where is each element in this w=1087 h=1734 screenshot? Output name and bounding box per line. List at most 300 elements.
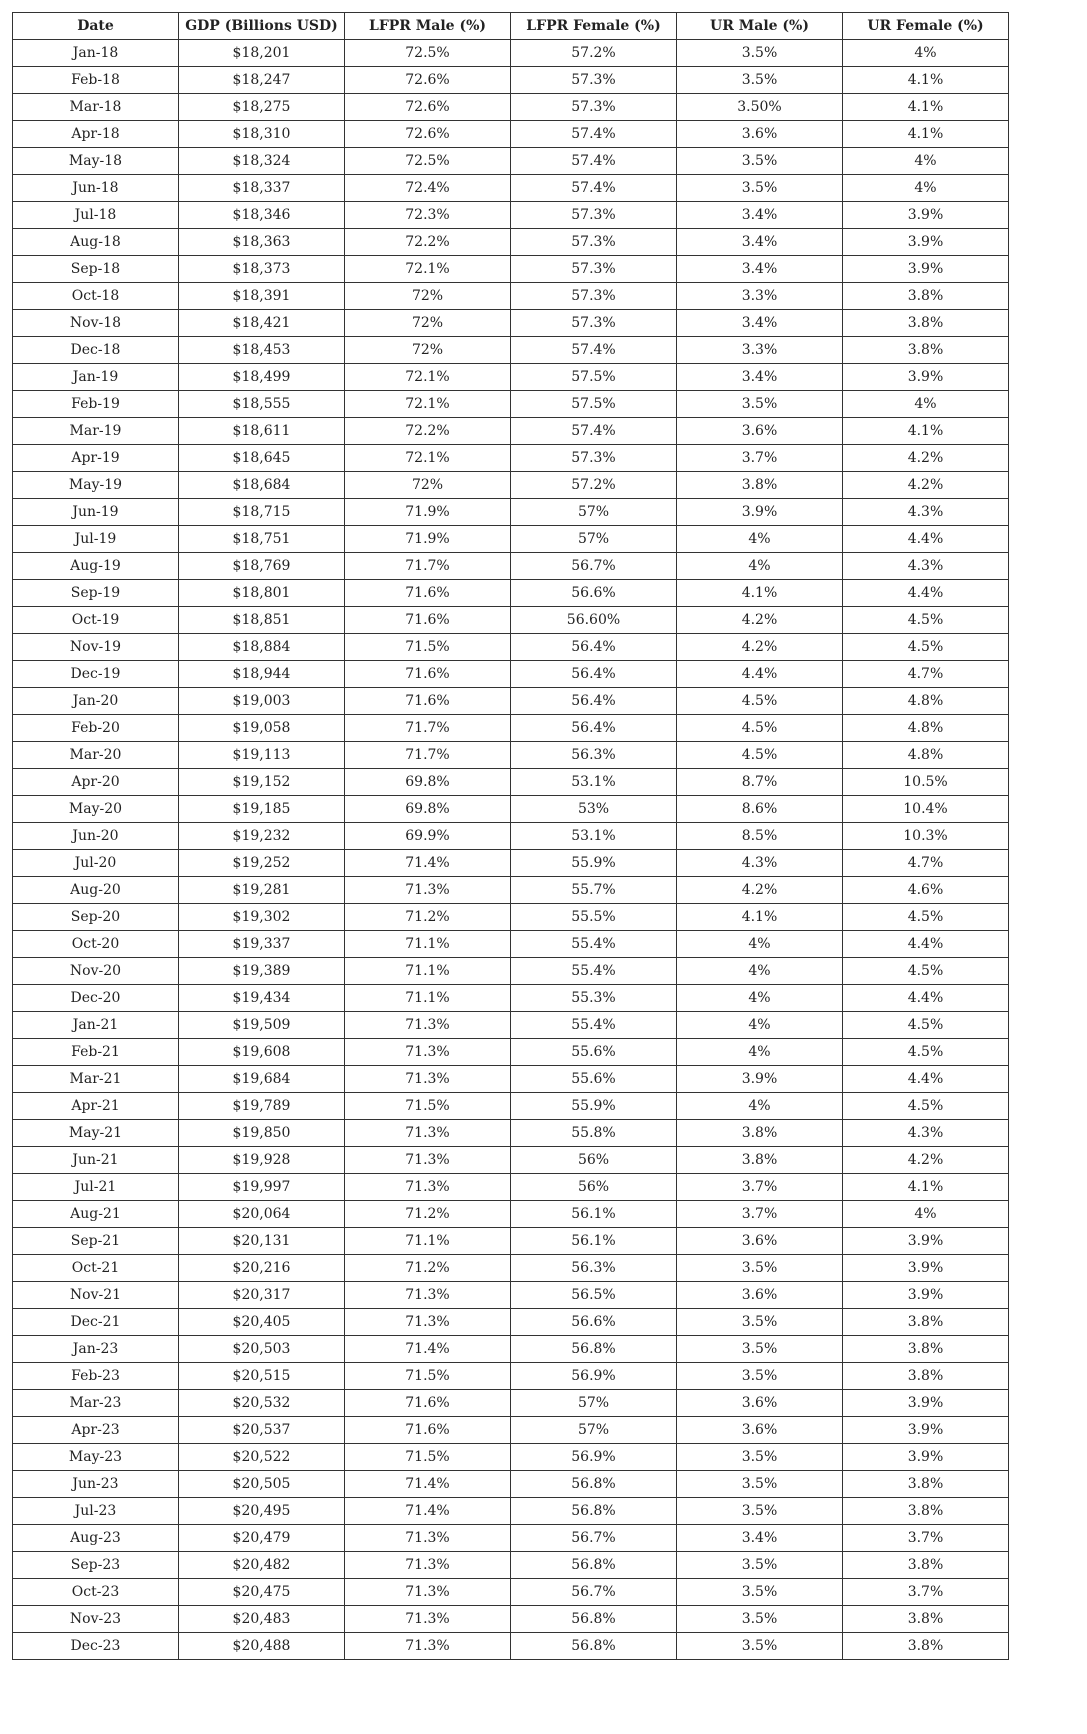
table-row (13, 634, 1009, 661)
cell-ur-female: 3.8% (843, 283, 1009, 310)
cell-ur-male: 3.6% (677, 1282, 843, 1309)
cell-date: Oct-21 (13, 1255, 179, 1282)
cell-lfpr-female: 57.3% (511, 202, 677, 229)
cell-ur-female: 4.5% (843, 634, 1009, 661)
cell-ur-female: 4.7% (843, 850, 1009, 877)
cell-ur-male: 3.5% (677, 1255, 843, 1282)
cell-gdp: $19,232 (179, 823, 345, 850)
cell-ur-female: 3.8% (843, 1498, 1009, 1525)
cell-ur-male: 4.1% (677, 904, 843, 931)
table-row (13, 40, 1009, 67)
cell-lfpr-female: 55.3% (511, 985, 677, 1012)
cell-lfpr-male: 72.3% (345, 202, 511, 229)
cell-date: May-21 (13, 1120, 179, 1147)
cell-lfpr-female: 56.9% (511, 1444, 677, 1471)
cell-lfpr-female: 56.8% (511, 1633, 677, 1660)
table-row (13, 148, 1009, 175)
cell-date: Jan-19 (13, 364, 179, 391)
cell-ur-female: 3.8% (843, 1606, 1009, 1633)
cell-ur-male: 3.7% (677, 1174, 843, 1201)
cell-lfpr-female: 56.8% (511, 1336, 677, 1363)
cell-ur-male: 4% (677, 526, 843, 553)
table-row (13, 1066, 1009, 1093)
cell-lfpr-female: 56.8% (511, 1498, 677, 1525)
cell-date: Mar-23 (13, 1390, 179, 1417)
table-row (13, 715, 1009, 742)
cell-lfpr-male: 71.3% (345, 1120, 511, 1147)
cell-ur-male: 3.5% (677, 1444, 843, 1471)
cell-date: Jul-23 (13, 1498, 179, 1525)
cell-date: Aug-19 (13, 553, 179, 580)
cell-lfpr-male: 72.1% (345, 364, 511, 391)
cell-lfpr-male: 71.5% (345, 634, 511, 661)
cell-ur-male: 3.5% (677, 40, 843, 67)
cell-ur-male: 4.5% (677, 688, 843, 715)
cell-ur-female: 10.5% (843, 769, 1009, 796)
cell-date: Jun-21 (13, 1147, 179, 1174)
cell-lfpr-male: 72.1% (345, 256, 511, 283)
cell-ur-female: 4.6% (843, 877, 1009, 904)
cell-lfpr-female: 56.1% (511, 1228, 677, 1255)
cell-lfpr-female: 55.5% (511, 904, 677, 931)
table-row (13, 904, 1009, 931)
table-row (13, 1633, 1009, 1660)
cell-lfpr-male: 72% (345, 310, 511, 337)
cell-lfpr-male: 71.6% (345, 580, 511, 607)
cell-lfpr-male: 71.6% (345, 1417, 511, 1444)
cell-date: Dec-18 (13, 337, 179, 364)
cell-ur-female: 4.5% (843, 1039, 1009, 1066)
cell-lfpr-male: 72.1% (345, 445, 511, 472)
cell-ur-female: 4% (843, 40, 1009, 67)
cell-lfpr-male: 71.4% (345, 1336, 511, 1363)
cell-ur-male: 4% (677, 1093, 843, 1120)
table-row (13, 256, 1009, 283)
table-row (13, 1417, 1009, 1444)
cell-lfpr-female: 56.1% (511, 1201, 677, 1228)
cell-ur-female: 4.5% (843, 904, 1009, 931)
cell-ur-male: 4.2% (677, 634, 843, 661)
cell-gdp: $19,684 (179, 1066, 345, 1093)
cell-date: Dec-19 (13, 661, 179, 688)
cell-lfpr-female: 56.8% (511, 1471, 677, 1498)
cell-date: May-18 (13, 148, 179, 175)
cell-gdp: $19,928 (179, 1147, 345, 1174)
cell-ur-female: 4.2% (843, 445, 1009, 472)
cell-date: Mar-19 (13, 418, 179, 445)
cell-gdp: $20,515 (179, 1363, 345, 1390)
cell-ur-male: 3.5% (677, 1579, 843, 1606)
cell-date: Aug-20 (13, 877, 179, 904)
cell-ur-female: 3.9% (843, 229, 1009, 256)
cell-lfpr-female: 57.3% (511, 310, 677, 337)
cell-lfpr-male: 72% (345, 283, 511, 310)
cell-date: Sep-20 (13, 904, 179, 931)
cell-ur-male: 4.3% (677, 850, 843, 877)
cell-ur-female: 3.9% (843, 1444, 1009, 1471)
cell-lfpr-female: 55.9% (511, 850, 677, 877)
cell-lfpr-female: 56.3% (511, 742, 677, 769)
cell-lfpr-male: 71.5% (345, 1444, 511, 1471)
cell-date: Sep-19 (13, 580, 179, 607)
cell-lfpr-female: 55.8% (511, 1120, 677, 1147)
cell-date: Nov-21 (13, 1282, 179, 1309)
cell-gdp: $19,302 (179, 904, 345, 931)
cell-ur-female: 4.1% (843, 418, 1009, 445)
table-row (13, 1525, 1009, 1552)
cell-date: May-19 (13, 472, 179, 499)
cell-lfpr-female: 57% (511, 499, 677, 526)
cell-ur-female: 4.1% (843, 1174, 1009, 1201)
cell-lfpr-female: 57.3% (511, 67, 677, 94)
cell-ur-female: 3.7% (843, 1525, 1009, 1552)
cell-ur-male: 4.5% (677, 715, 843, 742)
cell-ur-male: 3.8% (677, 1147, 843, 1174)
cell-gdp: $19,337 (179, 931, 345, 958)
cell-lfpr-male: 72.5% (345, 40, 511, 67)
cell-lfpr-male: 71.2% (345, 1201, 511, 1228)
cell-lfpr-female: 57.4% (511, 148, 677, 175)
cell-ur-male: 3.5% (677, 1633, 843, 1660)
cell-gdp: $20,483 (179, 1606, 345, 1633)
cell-gdp: $20,537 (179, 1417, 345, 1444)
cell-ur-female: 3.8% (843, 1363, 1009, 1390)
table-row (13, 742, 1009, 769)
cell-lfpr-male: 71.3% (345, 1633, 511, 1660)
table-row (13, 1309, 1009, 1336)
cell-date: Feb-23 (13, 1363, 179, 1390)
table-row (13, 445, 1009, 472)
cell-ur-male: 3.4% (677, 229, 843, 256)
cell-date: Mar-18 (13, 94, 179, 121)
cell-ur-male: 3.6% (677, 1417, 843, 1444)
cell-date: Jan-21 (13, 1012, 179, 1039)
cell-gdp: $20,503 (179, 1336, 345, 1363)
table-row (13, 391, 1009, 418)
cell-gdp: $19,789 (179, 1093, 345, 1120)
table-row (13, 499, 1009, 526)
cell-lfpr-male: 72.2% (345, 418, 511, 445)
cell-gdp: $18,769 (179, 553, 345, 580)
cell-lfpr-male: 71.3% (345, 1579, 511, 1606)
cell-date: Sep-21 (13, 1228, 179, 1255)
cell-date: Jul-19 (13, 526, 179, 553)
cell-ur-male: 4.2% (677, 607, 843, 634)
data-table (12, 12, 1009, 1660)
cell-lfpr-female: 57.5% (511, 391, 677, 418)
cell-lfpr-male: 72.2% (345, 229, 511, 256)
cell-date: Aug-23 (13, 1525, 179, 1552)
cell-ur-female: 3.8% (843, 310, 1009, 337)
cell-gdp: $19,281 (179, 877, 345, 904)
cell-gdp: $20,532 (179, 1390, 345, 1417)
cell-ur-female: 3.8% (843, 1633, 1009, 1660)
cell-ur-female: 3.8% (843, 1309, 1009, 1336)
cell-lfpr-male: 71.6% (345, 661, 511, 688)
cell-ur-female: 4% (843, 148, 1009, 175)
cell-lfpr-female: 53% (511, 796, 677, 823)
cell-gdp: $18,944 (179, 661, 345, 688)
cell-lfpr-female: 56.4% (511, 715, 677, 742)
cell-ur-female: 4.4% (843, 985, 1009, 1012)
cell-ur-male: 4.1% (677, 580, 843, 607)
cell-ur-male: 3.9% (677, 1066, 843, 1093)
cell-gdp: $20,488 (179, 1633, 345, 1660)
table-row (13, 823, 1009, 850)
cell-ur-male: 3.3% (677, 283, 843, 310)
cell-ur-female: 3.9% (843, 1390, 1009, 1417)
cell-ur-male: 3.5% (677, 1471, 843, 1498)
cell-lfpr-male: 71.5% (345, 1093, 511, 1120)
cell-date: Jul-21 (13, 1174, 179, 1201)
cell-ur-female: 4.1% (843, 121, 1009, 148)
cell-ur-female: 10.4% (843, 796, 1009, 823)
cell-gdp: $18,337 (179, 175, 345, 202)
cell-ur-male: 3.4% (677, 310, 843, 337)
cell-lfpr-male: 71.7% (345, 715, 511, 742)
cell-gdp: $18,247 (179, 67, 345, 94)
cell-lfpr-male: 71.6% (345, 688, 511, 715)
cell-gdp: $18,324 (179, 148, 345, 175)
cell-date: Nov-20 (13, 958, 179, 985)
cell-lfpr-female: 55.6% (511, 1066, 677, 1093)
cell-lfpr-female: 56% (511, 1174, 677, 1201)
table-row (13, 364, 1009, 391)
cell-lfpr-female: 56.9% (511, 1363, 677, 1390)
cell-lfpr-male: 69.8% (345, 769, 511, 796)
cell-ur-male: 4.4% (677, 661, 843, 688)
table-row (13, 472, 1009, 499)
cell-lfpr-male: 71.6% (345, 1390, 511, 1417)
cell-gdp: $18,346 (179, 202, 345, 229)
cell-ur-female: 4.4% (843, 931, 1009, 958)
cell-ur-female: 4.8% (843, 742, 1009, 769)
cell-date: Dec-23 (13, 1633, 179, 1660)
cell-lfpr-female: 57% (511, 526, 677, 553)
table-row (13, 553, 1009, 580)
cell-ur-female: 3.8% (843, 1552, 1009, 1579)
cell-ur-male: 3.50% (677, 94, 843, 121)
table-row (13, 337, 1009, 364)
cell-lfpr-male: 71.1% (345, 931, 511, 958)
cell-ur-male: 8.5% (677, 823, 843, 850)
cell-lfpr-female: 56.3% (511, 1255, 677, 1282)
cell-lfpr-female: 55.4% (511, 958, 677, 985)
cell-gdp: $18,499 (179, 364, 345, 391)
cell-lfpr-female: 56.6% (511, 580, 677, 607)
cell-ur-female: 3.8% (843, 1336, 1009, 1363)
cell-ur-female: 3.7% (843, 1579, 1009, 1606)
table-row (13, 229, 1009, 256)
header-ur-male: UR Male (%) (677, 13, 843, 40)
cell-lfpr-female: 57% (511, 1417, 677, 1444)
cell-gdp: $20,482 (179, 1552, 345, 1579)
cell-lfpr-female: 57.3% (511, 283, 677, 310)
cell-lfpr-male: 71.3% (345, 1039, 511, 1066)
cell-gdp: $19,608 (179, 1039, 345, 1066)
cell-lfpr-female: 57.3% (511, 445, 677, 472)
cell-ur-female: 4.7% (843, 661, 1009, 688)
cell-ur-male: 3.4% (677, 1525, 843, 1552)
cell-ur-male: 3.5% (677, 1552, 843, 1579)
cell-date: Jun-23 (13, 1471, 179, 1498)
cell-date: Apr-21 (13, 1093, 179, 1120)
cell-ur-male: 3.6% (677, 1228, 843, 1255)
table-row (13, 769, 1009, 796)
cell-lfpr-female: 57.4% (511, 418, 677, 445)
cell-lfpr-female: 56.7% (511, 553, 677, 580)
cell-ur-female: 3.8% (843, 1471, 1009, 1498)
header-lfpr-female: LFPR Female (%) (511, 13, 677, 40)
cell-gdp: $20,064 (179, 1201, 345, 1228)
cell-lfpr-female: 56.60% (511, 607, 677, 634)
cell-gdp: $20,475 (179, 1579, 345, 1606)
cell-ur-male: 3.4% (677, 256, 843, 283)
cell-ur-female: 4.1% (843, 94, 1009, 121)
cell-lfpr-male: 71.3% (345, 1525, 511, 1552)
cell-date: Jun-20 (13, 823, 179, 850)
table-row (13, 931, 1009, 958)
cell-ur-male: 3.5% (677, 1498, 843, 1525)
cell-lfpr-male: 71.1% (345, 958, 511, 985)
cell-lfpr-male: 71.4% (345, 1471, 511, 1498)
cell-ur-female: 3.9% (843, 202, 1009, 229)
table-row (13, 526, 1009, 553)
table-row (13, 418, 1009, 445)
cell-gdp: $18,453 (179, 337, 345, 364)
cell-lfpr-female: 57.3% (511, 229, 677, 256)
header-row (13, 13, 1009, 40)
cell-lfpr-male: 71.3% (345, 1147, 511, 1174)
cell-ur-male: 3.9% (677, 499, 843, 526)
table-row (13, 1120, 1009, 1147)
table-row (13, 1390, 1009, 1417)
table-row (13, 94, 1009, 121)
cell-lfpr-female: 53.1% (511, 769, 677, 796)
cell-ur-male: 3.8% (677, 1120, 843, 1147)
header-ur-female: UR Female (%) (843, 13, 1009, 40)
cell-gdp: $18,555 (179, 391, 345, 418)
cell-lfpr-female: 56.8% (511, 1606, 677, 1633)
cell-gdp: $18,801 (179, 580, 345, 607)
cell-gdp: $19,509 (179, 1012, 345, 1039)
cell-ur-male: 3.5% (677, 391, 843, 418)
cell-lfpr-male: 71.4% (345, 850, 511, 877)
cell-lfpr-male: 72.6% (345, 94, 511, 121)
cell-ur-female: 4.2% (843, 1147, 1009, 1174)
cell-ur-female: 4.3% (843, 1120, 1009, 1147)
cell-ur-female: 3.9% (843, 364, 1009, 391)
cell-gdp: $18,363 (179, 229, 345, 256)
cell-ur-male: 3.7% (677, 445, 843, 472)
cell-lfpr-female: 55.4% (511, 931, 677, 958)
cell-date: Mar-20 (13, 742, 179, 769)
cell-lfpr-male: 71.3% (345, 1606, 511, 1633)
cell-gdp: $20,522 (179, 1444, 345, 1471)
cell-gdp: $18,373 (179, 256, 345, 283)
cell-ur-male: 3.3% (677, 337, 843, 364)
cell-lfpr-female: 57.2% (511, 472, 677, 499)
cell-date: Jan-20 (13, 688, 179, 715)
table-row (13, 877, 1009, 904)
cell-ur-male: 3.6% (677, 418, 843, 445)
header-gdp: GDP (Billions USD) (179, 13, 345, 40)
table-row (13, 1336, 1009, 1363)
cell-date: Dec-21 (13, 1309, 179, 1336)
cell-date: Apr-23 (13, 1417, 179, 1444)
table-row (13, 1039, 1009, 1066)
cell-date: Jul-18 (13, 202, 179, 229)
cell-gdp: $20,216 (179, 1255, 345, 1282)
cell-date: Feb-21 (13, 1039, 179, 1066)
cell-ur-female: 4% (843, 175, 1009, 202)
cell-date: Feb-19 (13, 391, 179, 418)
cell-date: Feb-20 (13, 715, 179, 742)
table-row (13, 985, 1009, 1012)
cell-ur-male: 3.5% (677, 175, 843, 202)
cell-lfpr-male: 71.9% (345, 499, 511, 526)
cell-gdp: $18,275 (179, 94, 345, 121)
cell-ur-female: 4.4% (843, 526, 1009, 553)
cell-lfpr-male: 69.8% (345, 796, 511, 823)
cell-ur-female: 4% (843, 391, 1009, 418)
cell-date: Oct-23 (13, 1579, 179, 1606)
table-row (13, 1174, 1009, 1201)
cell-ur-female: 4.4% (843, 1066, 1009, 1093)
table-row (13, 1282, 1009, 1309)
cell-lfpr-male: 72.5% (345, 148, 511, 175)
table-row (13, 1471, 1009, 1498)
cell-date: Oct-20 (13, 931, 179, 958)
cell-date: Jun-18 (13, 175, 179, 202)
table-row (13, 310, 1009, 337)
cell-gdp: $18,884 (179, 634, 345, 661)
cell-gdp: $18,421 (179, 310, 345, 337)
cell-date: Jun-19 (13, 499, 179, 526)
cell-lfpr-male: 71.3% (345, 1552, 511, 1579)
cell-lfpr-female: 53.1% (511, 823, 677, 850)
cell-lfpr-female: 57.4% (511, 337, 677, 364)
cell-date: Jan-23 (13, 1336, 179, 1363)
cell-ur-female: 4.4% (843, 580, 1009, 607)
cell-date: Apr-19 (13, 445, 179, 472)
cell-lfpr-female: 55.6% (511, 1039, 677, 1066)
cell-lfpr-female: 57.5% (511, 364, 677, 391)
cell-ur-male: 3.5% (677, 1309, 843, 1336)
cell-gdp: $20,405 (179, 1309, 345, 1336)
cell-lfpr-male: 71.5% (345, 1363, 511, 1390)
cell-gdp: $19,113 (179, 742, 345, 769)
cell-ur-male: 4% (677, 958, 843, 985)
cell-date: May-23 (13, 1444, 179, 1471)
cell-gdp: $18,310 (179, 121, 345, 148)
cell-ur-male: 3.6% (677, 121, 843, 148)
cell-lfpr-female: 56.4% (511, 661, 677, 688)
cell-ur-male: 3.7% (677, 1201, 843, 1228)
cell-ur-male: 3.5% (677, 1606, 843, 1633)
table-row (13, 67, 1009, 94)
cell-ur-male: 3.8% (677, 472, 843, 499)
cell-ur-male: 3.5% (677, 1336, 843, 1363)
cell-lfpr-male: 71.2% (345, 1255, 511, 1282)
cell-lfpr-male: 72% (345, 472, 511, 499)
cell-ur-female: 4.5% (843, 1093, 1009, 1120)
table-row (13, 1012, 1009, 1039)
cell-ur-male: 8.7% (677, 769, 843, 796)
cell-ur-male: 4% (677, 931, 843, 958)
cell-gdp: $18,751 (179, 526, 345, 553)
cell-ur-female: 4.5% (843, 958, 1009, 985)
